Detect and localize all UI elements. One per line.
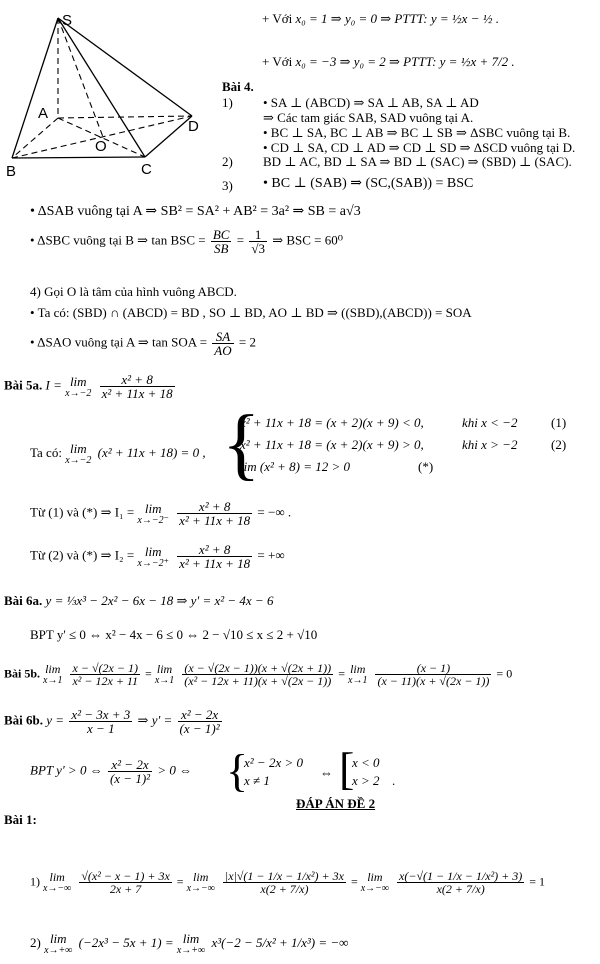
bai1-part1: 1) lim x→−∞ $\frac{\text{√(x² − x − 1) + 3x}}{2x + 7}$ = lim x→−∞ $\frac{\text{|x|√(1 − 1/x − 1/x²) + 3x}}{x(2 + 7/x)}$ = lim x→−∞ $\frac{\text{x(−√(1 − 1/x − 1/x²) + 3)}}{x(2 + 7/x)}$ = 1 [30, 869, 546, 896]
result-1: x < 0 [352, 755, 380, 770]
math: y = ⅓x³ − 2x² − 6x − 18 ⇒ y' = x² − 4x − 6 [45, 593, 274, 608]
bai4-line8: • ΔSBC vuông tại B ⇒ tan BSC = $\frac{BC}{SB}$ = $\frac{1}{√3}$ ⇒ BSC = 60⁰ [30, 227, 343, 256]
vertex-A: A [38, 105, 49, 122]
text: + Với [262, 54, 293, 69]
fraction: $\frac{\text{x² − 2x}}{\text{(x − 1)²}}$ [109, 757, 151, 786]
case-3: lim (x² + 8) = 12 > 0 [240, 459, 351, 474]
limit: lim x→1 [43, 662, 63, 686]
bai4-line9: 4) Gọi O là tâm của hình vuông ABCD. [30, 284, 237, 299]
fraction: $\frac{1}{√3}$ [251, 227, 265, 256]
title: Bài 6a. [4, 593, 43, 608]
bai6b-line2 [30, 758, 192, 785]
math: x₀ = −3 ⇒ y₀ = 2 ⇒ PTTT: y = ½x + 7/2 . [295, 54, 515, 69]
limit: lim x→1 [348, 662, 368, 686]
math: > 0 ⇔ [157, 762, 193, 778]
bai5a-left-limit [30, 500, 291, 527]
vertex-D: D [188, 118, 199, 135]
case-2-cond: khi x > −2 [462, 437, 518, 452]
tangent-line-2 [262, 55, 515, 68]
limit: lim x→−∞ [43, 870, 72, 894]
bai6a-line2: BPT y' ≤ 0 ⇔ x² − 4x − 6 ≤ 0 ⇔ 2 − √10 ≤ x ≤ 2 + √10 [30, 627, 318, 642]
math: x₀ = 1 ⇒ y₀ = 0 ⇒ PTTT: y = ½x − ½ . [295, 11, 499, 26]
limit: lim x→−∞ [186, 870, 215, 894]
vertex-B: B [6, 163, 17, 180]
case-2-num: (2) [551, 437, 567, 452]
text: 1) [30, 874, 40, 889]
text: = 1 [529, 874, 546, 889]
pyramid-figure [0, 0, 215, 185]
limit: lim x→+∞ [176, 931, 206, 956]
vertex-C: C [141, 161, 152, 178]
text: = −∞ . [257, 504, 292, 520]
text: = +∞ [257, 547, 285, 563]
limit: lim x→1 [154, 662, 175, 686]
bai1-title: Bài 1: [4, 812, 37, 827]
fraction: $\frac{(x - 1)}{(x - 11)(x + √(2x - 1))}$ [377, 661, 490, 688]
bai6b-line1 [4, 708, 224, 735]
fraction: $\frac{\text{x² + 8}}{\text{x² + 11x + 18}}$ [179, 499, 251, 528]
period: . [392, 773, 396, 788]
bai4-line5: BD ⊥ AC, BD ⊥ SA ⇒ BD ⊥ (SAC) ⇒ (SBD) ⊥ (SAC). [263, 154, 572, 169]
fraction: $\frac{\text{x² + 8}}{\text{x² + 11x + 18}}$ [101, 372, 173, 401]
bracket: [ [339, 743, 355, 794]
bai4-line2: ⇒ Các tam giác SAB, SAD vuông tại A. [263, 110, 474, 125]
math: I = [45, 377, 62, 393]
math: ⇒ y' = [137, 712, 173, 728]
title: Bài 6b. [4, 712, 44, 728]
bai4-part2: 2) [222, 154, 233, 169]
title: Bài 5b. [4, 666, 41, 681]
bai4-line11 [30, 330, 256, 357]
limit: lim x→−∞ [360, 870, 390, 894]
text: = 2 [238, 334, 256, 350]
math: (−2x³ − 5x + 1) = [78, 934, 174, 950]
math: y = [46, 712, 65, 728]
fraction: $\frac{SA}{AO}$ [214, 329, 232, 358]
bai4-line1: • SA ⊥ (ABCD) ⇒ SA ⊥ AB, SA ⊥ AD [263, 95, 479, 110]
text: Từ (1) và (*) ⇒ I₁ = [30, 504, 135, 520]
bai4-line6: • BC ⊥ (SAB) ⇒ (SC,(SAB)) = BSC [263, 176, 474, 191]
limit: lim x→−2⁺ [137, 543, 169, 569]
system-2: x ≠ 1 [244, 773, 270, 788]
bai5b: Bài 5b. lim x→1 $\frac{x - √(2x - 1)}{\text{x² − 12x + 11}}$ = lim x→1 $\frac{(x - √(2x - 1))(x + √(2x + 1))}{\text{(x² − 12x + 11)(x + √(2x − 1))}}$ = lim x→1 $\frac{(x - 1)}{(x - 11)(x + √(2x - 1))}$ = 0 [4, 661, 513, 688]
case-1: x² + 11x + 18 = (x + 2)(x + 9) < 0, [240, 415, 424, 430]
fraction: $\frac{BC}{SB}$ [212, 227, 230, 256]
math: BPT y' > 0 ⇔ [30, 762, 103, 778]
bai4-line7: • ΔSAB vuông tại A ⇒ SB² = SA² + AB² = 3a² ⇒ SB = a√3 [30, 204, 361, 219]
tangent-line-1 [262, 12, 499, 25]
system-1: x² − 2x > 0 [244, 755, 303, 770]
fraction: $\frac{\text{x² − 2x}}{\text{(x − 1)²}}$ [179, 707, 220, 736]
answer-heading: ĐÁP ÁN ĐỀ 2 [296, 796, 376, 811]
equiv: ⇔ [320, 765, 333, 780]
text: Ta có: [30, 444, 62, 460]
title: Bài 5a. [4, 377, 43, 393]
limit: lim x→−2 [65, 373, 92, 399]
text: 2) [30, 934, 41, 950]
vertex-O: O [95, 138, 107, 155]
limit: lim x→−2 [65, 441, 92, 466]
result-2: x > 2 [352, 773, 380, 788]
case-1-cond: khi x < −2 [462, 415, 518, 430]
fraction: $\frac{\text{x² − 3x + 3}}{x - 1}$ [71, 707, 131, 736]
text: + Với [262, 11, 293, 26]
bai4-line4: • CD ⊥ SA, CD ⊥ AD ⇒ CD ⊥ SD ⇒ ΔSCD vuông tại D. [263, 140, 576, 155]
text: • ΔSBC vuông tại B ⇒ tan BSC = [30, 232, 206, 248]
limit: lim x→−2⁻ [137, 500, 169, 526]
bai5a-right-limit [30, 543, 285, 570]
fraction: $\frac{x - √(2x - 1)}{\text{x² − 12x + 11}}$ [72, 661, 139, 688]
limit: lim x→+∞ [44, 931, 73, 956]
text: ⇒ BSC = 60⁰ [272, 232, 343, 248]
case-1-num: (1) [551, 415, 567, 430]
bai4-title: Bài 4. [222, 79, 254, 94]
case-2: x² + 11x + 18 = (x + 2)(x + 9) > 0, [240, 437, 424, 452]
bai5a-header [4, 373, 177, 400]
fraction: $\frac{\text{x² + 8}}{\text{x² + 11x + 18}}$ [179, 542, 251, 571]
math: x³(−2 − 5/x² + 1/x³) = −∞ [211, 934, 349, 950]
fraction: $\frac{\text{|x|√(1 − 1/x − 1/x²) + 3x}}{x(2 + 7/x)}$ [224, 869, 344, 896]
bai5a-taco [30, 442, 206, 466]
bai1-part2 [30, 932, 348, 956]
bai4-line3: • BC ⊥ SA, BC ⊥ AB ⇒ BC ⊥ SB ⇒ ΔSBC vuông tại B. [263, 125, 571, 140]
text: Từ (2) và (*) ⇒ I₂ = [30, 547, 135, 563]
math: (x² + 11x + 18) = 0 , [97, 444, 206, 460]
bai4-part1: 1) [222, 95, 233, 110]
fraction: $\frac{(x - √(2x - 1))(x + √(2x + 1))}{\text{(x² − 12x + 11)(x + √(2x − 1))}}$ [184, 661, 332, 688]
brace: { [226, 745, 249, 796]
case-3-num: (*) [418, 459, 434, 474]
brace: { [222, 400, 261, 488]
fraction: $\frac{\text{√(x² − x − 1) + 3x}}{2x + 7}$ [81, 869, 170, 896]
text: = 0 [496, 666, 513, 681]
bai4-part3: 3) [222, 178, 233, 193]
bai4-line10: • Ta có: (SBD) ∩ (ABCD) = BD , SO ⊥ BD, AO ⊥ BD ⇒ ((SBD),(ABCD)) = SOA [30, 305, 472, 320]
vertex-S: S [62, 12, 73, 29]
bai6a-line1 [4, 594, 273, 607]
fraction: $\frac{\text{x(−√(1 − 1/x − 1/x²) + 3)}}{x(2 + 7/x)}$ [399, 869, 523, 896]
text: • ΔSAO vuông tại A ⇒ tan SOA = [30, 334, 208, 350]
